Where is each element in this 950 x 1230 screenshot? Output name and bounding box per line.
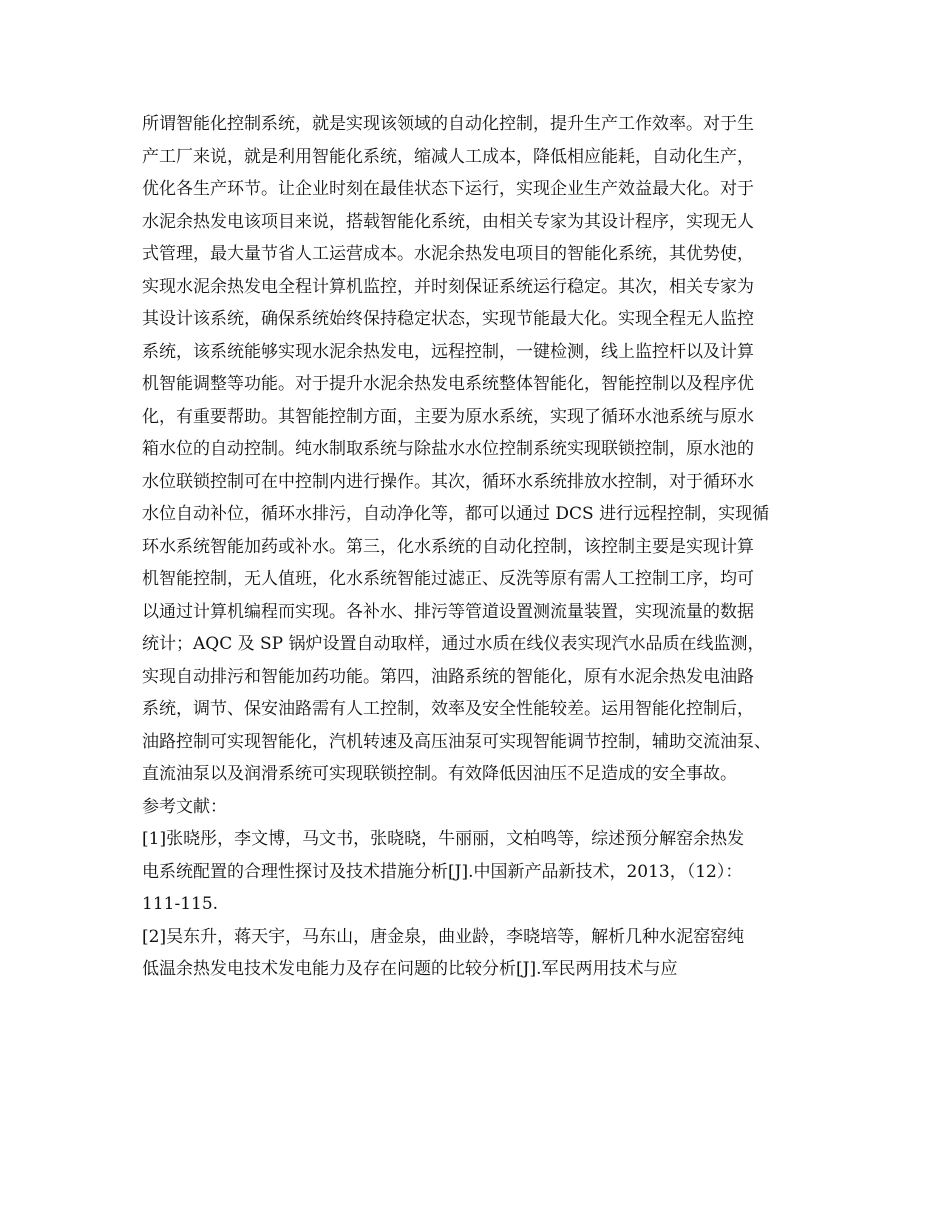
text-line: 其设计该系统，确保系统始终保持稳定状态，实现节能最大化。实现全程无人监控 [142, 309, 754, 329]
text-line: 实现水泥余热发电全程计算机监控，并时刻保证系统运行稳定。其次，相关专家为 [142, 276, 754, 297]
document-page [142, 108, 827, 986]
text-line: 优化各生产环节。让企业时刻在最佳状态下运行，实现企业生产效益最大化。对于 [142, 179, 754, 199]
text-line: 水泥余热发电该项目来说，搭载智能化系统，由相关专家为其设计程序，实现无人 [142, 211, 754, 232]
text-line: 化，有重要帮助。其智能控制方面，主要为原水系统，实现了循环水池系统与原水 [142, 406, 754, 427]
text-line: 式管理，最大量节省人工运营成本。水泥余热发电项目的智能化系统，其优势使， [142, 244, 754, 264]
references-heading: 参考文献： [142, 796, 227, 817]
text-line: 所谓智能化控制系统，就是实现该领域的自动化控制，提升生产工作效率。对于生 [142, 114, 754, 134]
text-line: 统计；AQC 及 SP 锅炉设置自动取样，通过水质在线仪表实现汽水品质在线监测， [142, 634, 765, 654]
body-paragraph [142, 108, 827, 791]
reference-line: 111-115. [142, 894, 219, 914]
text-line: 水位自动补位，循环水排污，自动净化等，都可以通过 DCS 进行远程控制，实现循 [142, 504, 770, 524]
reference-line: 电系统配置的合理性探讨及技术措施分析[J].中国新产品新技术，2013，（12）： [142, 861, 743, 882]
text-line: 箱水位的自动控制。纯水制取系统与除盐水水位控制系统实现联锁控制，原水池的 [142, 439, 754, 459]
text-line: 实现自动排污和智能加药功能。第四，油路系统的智能化，原有水泥余热发电油路 [142, 666, 754, 687]
text-line: 以通过计算机编程而实现。各补水、排污等管道设置测流量装置，实现流量的数据 [142, 601, 754, 622]
text-line: 直流油泵以及润滑系统可实现联锁控制。有效降低因油压不足造成的安全事故。 [142, 764, 737, 784]
text-line: 环水系统智能加药或补水。第三，化水系统的自动化控制，该控制主要是实现计算 [142, 536, 754, 557]
text-line: 机智能控制，无人值班，化水系统智能过滤正、反洗等原有需人工控制工序，均可 [142, 569, 754, 589]
reference-line: [1]张晓彤，李文博，马文书，张晓晓，牛丽丽，文柏鸣等，综述预分解窑余热发 [142, 829, 745, 849]
reference-line: [2]吴东升，蒋天宇，马东山，唐金泉，曲业龄，李晓培等，解析几种水泥窑窑纯 [142, 926, 745, 947]
text-line: 水位联锁控制可在中控制内进行操作。其次，循环水系统排放水控制，对于循环水 [142, 471, 754, 492]
text-line: 油路控制可实现智能化，汽机转速及高压油泵可实现智能调节控制，辅助交流油泵、 [142, 731, 771, 752]
text-line: 系统，该系统能够实现水泥余热发电，远程控制，一键检测，线上监控杆以及计算 [142, 341, 754, 362]
text-line: 机智能调整等功能。对于提升水泥余热发电系统整体智能化，智能控制以及程序优 [142, 374, 754, 394]
text-line: 产工厂来说，就是利用智能化系统，缩减人工成本，降低相应能耗，自动化生产， [142, 146, 754, 167]
text-line: 系统，调节、保安油路需有人工控制，效率及安全性能较差。运用智能化控制后， [142, 699, 754, 719]
reference-line: 低温余热发电技术发电能力及存在问题的比较分析[J].军民两用技术与应 [142, 959, 678, 979]
reference-list [142, 823, 827, 986]
